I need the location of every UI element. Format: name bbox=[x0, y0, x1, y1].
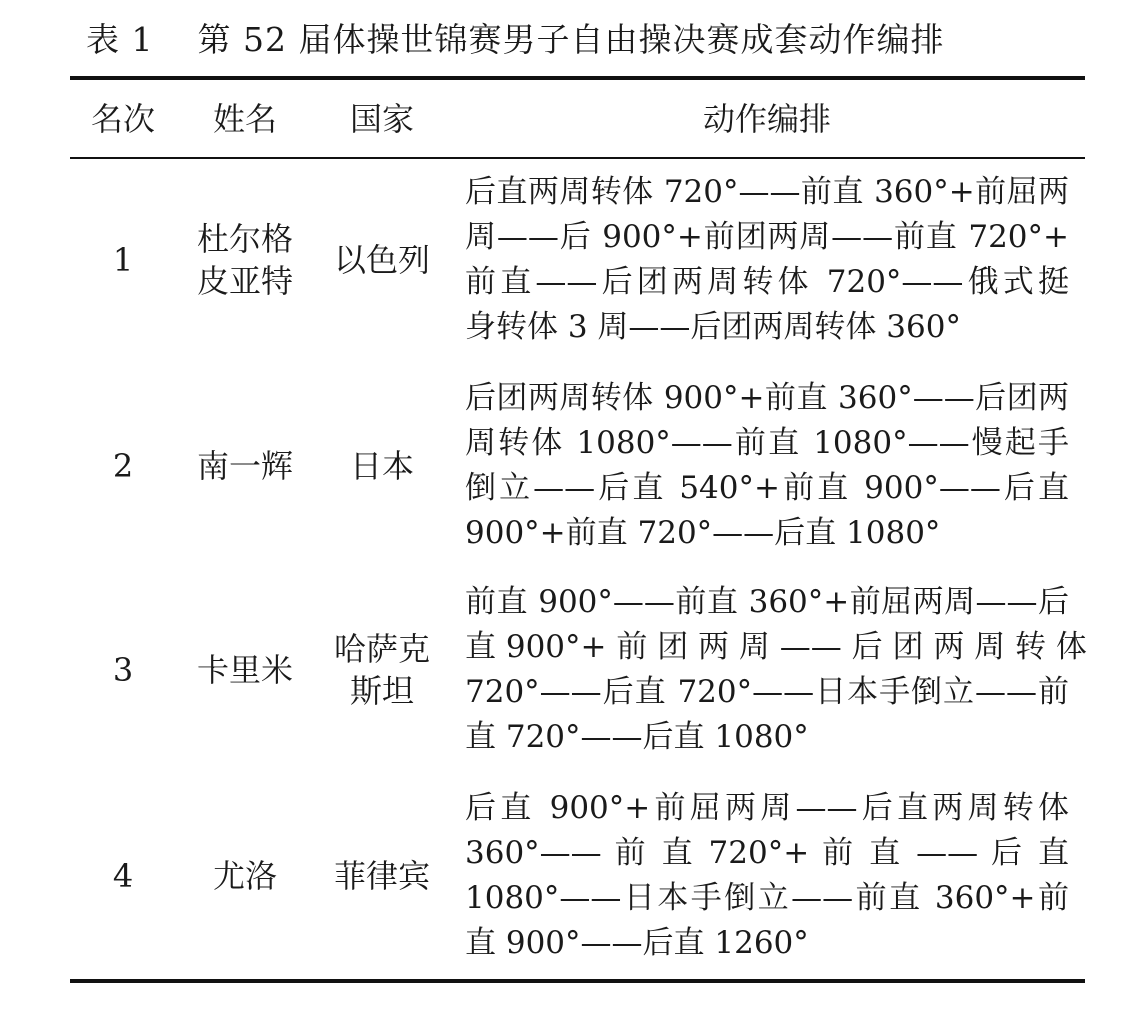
routine-line: 周转体 1080°——前直 1080°——慢起手 bbox=[465, 425, 1069, 461]
top-rule bbox=[70, 76, 1085, 80]
routine-line: 后团两周转体 900°+前直 360°——后团两 bbox=[465, 380, 1069, 416]
name-cell bbox=[188, 170, 302, 350]
routine-cell bbox=[465, 170, 1069, 350]
country-name: 菲律宾 bbox=[333, 857, 430, 895]
table-row bbox=[70, 786, 1085, 966]
header-routine: 动作编排 bbox=[702, 100, 831, 138]
routine-line: 身转体 3 周——后团两周转体 360° bbox=[465, 309, 961, 345]
routine-line: 900°+前直 720°——后直 1080° bbox=[465, 515, 941, 551]
routine-line: 直 900°——后直 1260° bbox=[465, 925, 809, 961]
routine-line: 后直两周转体 720°——前直 360°+前屈两 bbox=[465, 174, 1069, 210]
table-number: 表 1 bbox=[86, 20, 154, 59]
routine-line: 直 900°+ 前 团 两 周 —— 后 团 两 周 转 体 bbox=[465, 629, 1087, 665]
athlete-name: 杜尔格 皮亚特 bbox=[196, 220, 293, 300]
athlete-name: 卡里米 bbox=[196, 651, 293, 689]
routine-line: 1080°——日本手倒立——前直 360°+前 bbox=[465, 880, 1069, 916]
rank-cell bbox=[80, 376, 166, 556]
athlete-name: 南一辉 bbox=[196, 447, 293, 485]
name-cell bbox=[188, 786, 302, 966]
routine-cell bbox=[465, 580, 1087, 760]
table-row bbox=[70, 580, 1085, 760]
bottom-rule bbox=[70, 979, 1085, 983]
country-cell bbox=[324, 376, 440, 556]
table-row bbox=[70, 170, 1085, 350]
routine-line: 直 720°——后直 1080° bbox=[465, 719, 809, 755]
routine-line: 720°——后直 720°——日本手倒立——前 bbox=[465, 674, 1069, 710]
rank-cell bbox=[80, 786, 166, 966]
rank-cell bbox=[80, 580, 166, 760]
routine-line: 360°—— 前 直 720°+ 前 直 —— 后 直 bbox=[465, 835, 1069, 871]
name-cell bbox=[188, 580, 302, 760]
athlete-name: 尤洛 bbox=[212, 857, 277, 895]
country-cell bbox=[324, 580, 440, 760]
header-rank: 名次 bbox=[90, 100, 155, 138]
rank-value: 3 bbox=[112, 651, 134, 689]
routine-cell bbox=[465, 376, 1069, 556]
country-name: 哈萨克 斯坦 bbox=[333, 630, 430, 710]
routine-line: 前直 900°——前直 360°+前屈两周——后 bbox=[465, 584, 1069, 620]
routine-line: 后直 900°+前屈两周——后直两周转体 bbox=[465, 790, 1069, 826]
routine-cell bbox=[465, 786, 1069, 966]
header-country: 国家 bbox=[349, 100, 414, 138]
header-name: 姓名 bbox=[212, 100, 277, 138]
table-title: 第 52 届体操世锦赛男子自由操决赛成套动作编排 bbox=[197, 20, 945, 59]
rank-value: 1 bbox=[112, 241, 134, 279]
table-caption bbox=[86, 16, 1086, 64]
routine-line: 周——后 900°+前团两周——前直 720°+ bbox=[465, 219, 1069, 255]
name-cell bbox=[188, 376, 302, 556]
rank-cell bbox=[80, 170, 166, 350]
country-name: 以色列 bbox=[333, 241, 430, 279]
header-rule bbox=[70, 157, 1085, 159]
country-name: 日本 bbox=[349, 447, 414, 485]
routine-line: 前直——后团两周转体 720°——俄式挺 bbox=[465, 264, 1069, 300]
country-cell bbox=[324, 170, 440, 350]
rank-value: 4 bbox=[112, 857, 134, 895]
country-cell bbox=[324, 786, 440, 966]
routine-line: 倒立——后直 540°+前直 900°——后直 bbox=[465, 470, 1069, 506]
rank-value: 2 bbox=[112, 447, 134, 485]
table-row bbox=[70, 376, 1085, 556]
